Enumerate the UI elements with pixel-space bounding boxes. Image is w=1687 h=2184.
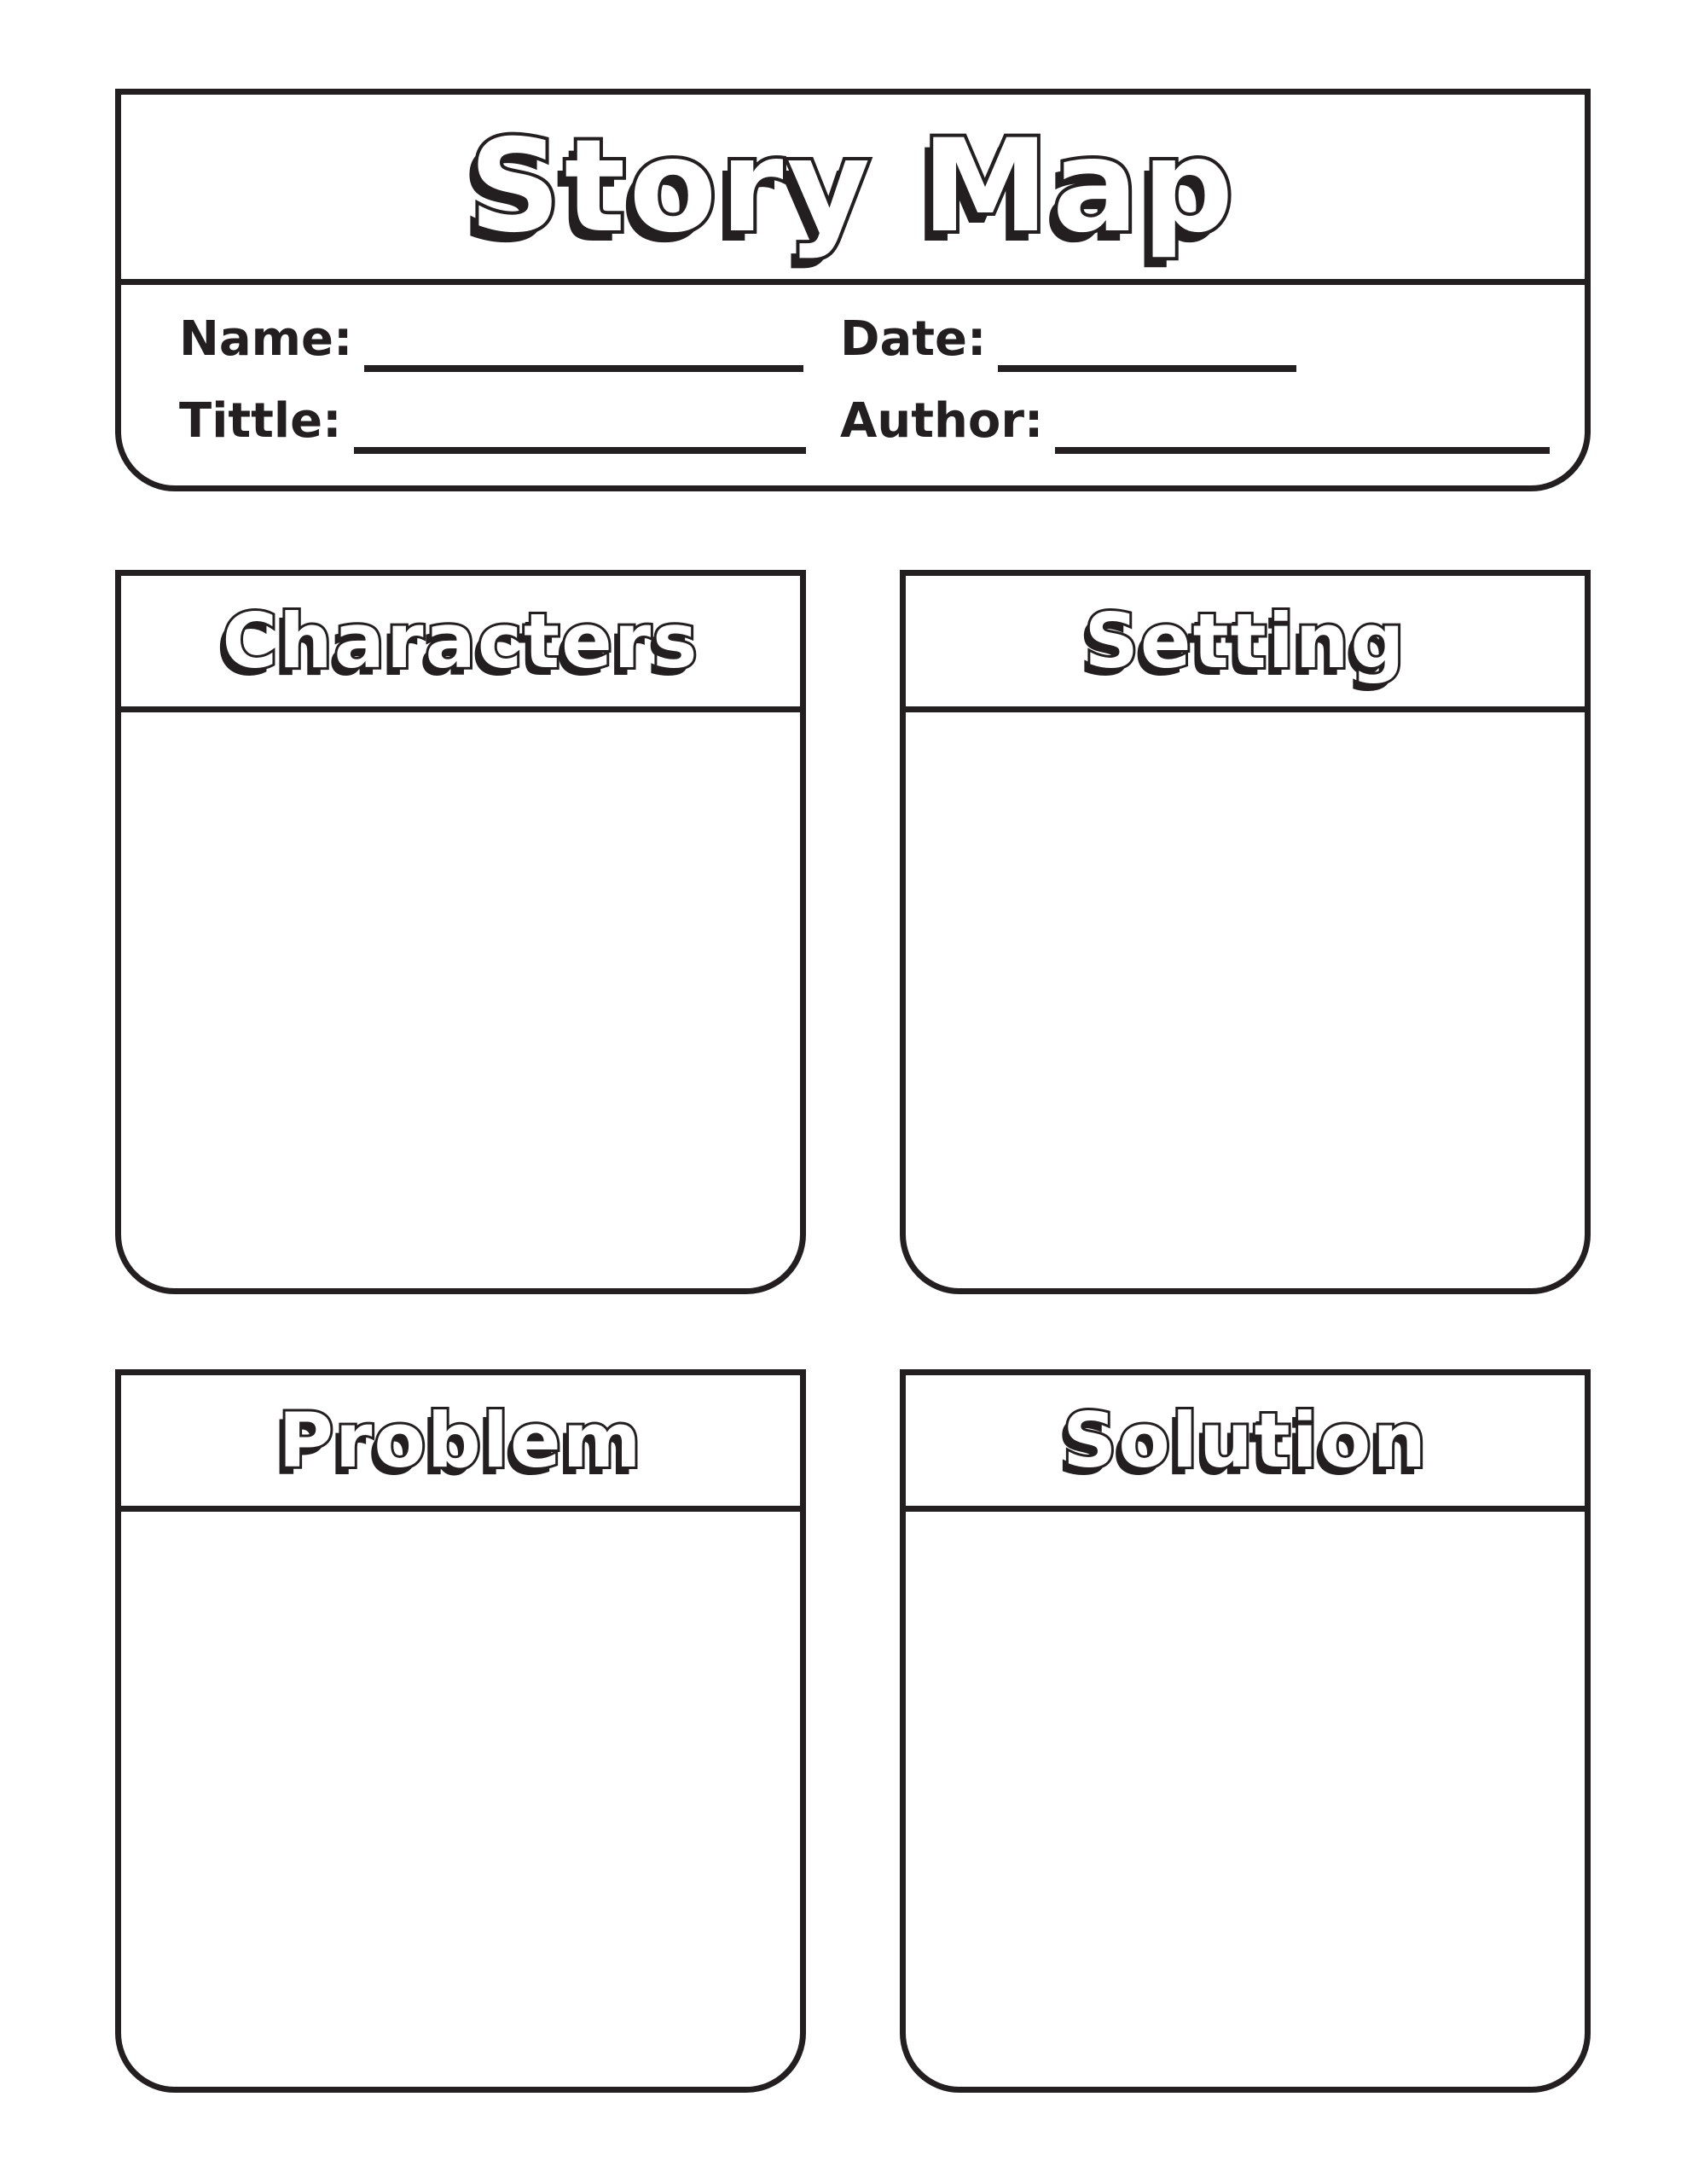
characters-title: Characters — [222, 596, 699, 685]
name-label: Name: — [179, 311, 353, 367]
date-label: Date: — [840, 311, 987, 367]
tittle-input-line[interactable] — [354, 447, 806, 454]
page-title: Story Map — [468, 113, 1238, 261]
fields-area — [121, 285, 1585, 449]
setting-title: Setting — [1084, 596, 1406, 685]
author-input-line[interactable] — [1055, 447, 1550, 454]
section-box-setting — [900, 570, 1591, 1294]
tittle-label: Tittle: — [179, 393, 342, 449]
tittle-field — [179, 393, 840, 449]
problem-title: Problem — [278, 1396, 643, 1484]
setting-writing-area[interactable] — [906, 712, 1585, 1288]
date-input-line[interactable] — [998, 365, 1296, 372]
date-field — [840, 311, 1296, 367]
name-input-line[interactable] — [364, 365, 803, 372]
setting-header — [906, 576, 1585, 712]
title-area — [121, 95, 1585, 285]
solution-header — [906, 1375, 1585, 1512]
section-box-characters — [115, 570, 806, 1294]
problem-header — [121, 1375, 800, 1512]
solution-writing-area[interactable] — [906, 1512, 1585, 2087]
solution-title: Solution — [1063, 1396, 1428, 1484]
field-row-2 — [179, 392, 1585, 449]
header-box — [115, 89, 1591, 491]
author-label: Author: — [840, 393, 1044, 449]
field-row-1 — [179, 311, 1585, 367]
characters-header — [121, 576, 800, 712]
section-box-problem — [115, 1369, 806, 2093]
problem-writing-area[interactable] — [121, 1512, 800, 2087]
name-field — [179, 311, 840, 367]
author-field — [840, 393, 1550, 449]
characters-writing-area[interactable] — [121, 712, 800, 1288]
section-box-solution — [900, 1369, 1591, 2093]
